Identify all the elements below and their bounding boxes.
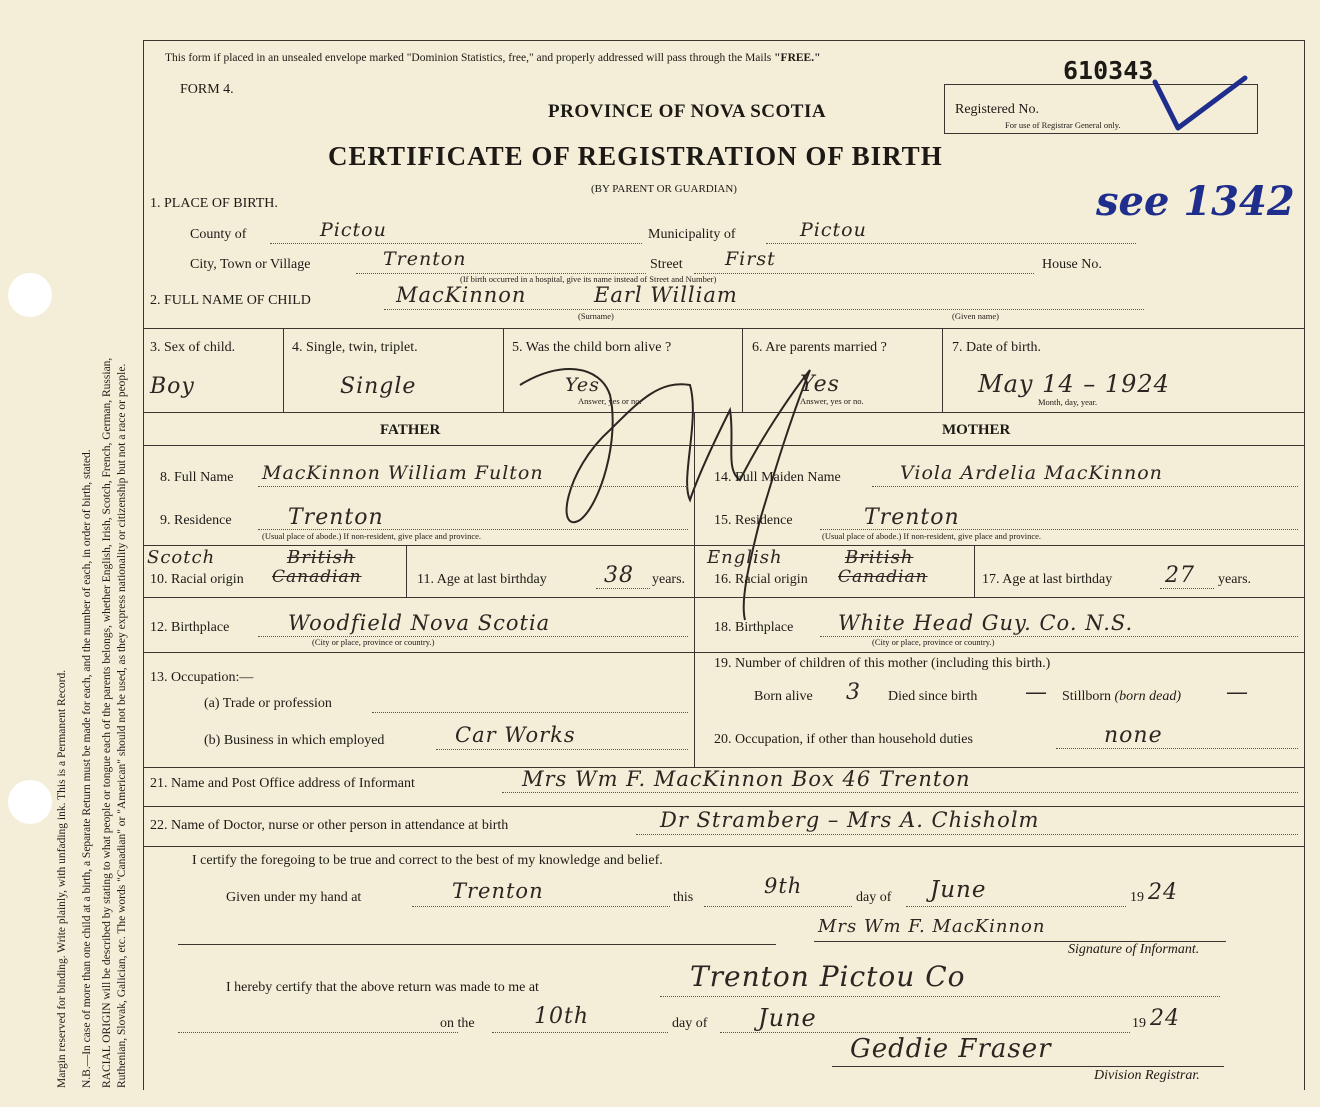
mother-occupation-line <box>1056 748 1298 749</box>
mother-years-label: years. <box>1218 572 1252 587</box>
registrar-statement: I hereby certify that the above return was made to me at <box>226 980 539 995</box>
registrar-lead-line <box>178 1032 458 1033</box>
on-the-label: on the <box>440 1016 475 1031</box>
mother-occupation-value: none <box>1104 723 1163 748</box>
doctor-line <box>636 834 1298 835</box>
rule <box>143 652 1304 653</box>
form-number: FORM 4. <box>180 82 234 97</box>
registrar-day-of-label: day of <box>672 1016 708 1031</box>
given-day-value: 9th <box>764 874 803 898</box>
nb-note: N.B.—In case of more than one child at a birth, a Separate Return must be made for each, and the number of each, in order of birth, stated. <box>81 449 93 1088</box>
father-residence-value: Trenton <box>288 505 384 530</box>
mother-origin-struck: British <box>845 547 914 568</box>
mother-name-line <box>872 486 1298 487</box>
father-heading: FATHER <box>380 422 441 438</box>
given-year-print: 19 <box>1130 890 1144 905</box>
parents-married-note: Answer, yes or no. <box>800 396 864 406</box>
born-alive-label: 5. Was the child born alive ? <box>512 340 672 355</box>
mother-occupation-label: 20. Occupation, if other than household duties <box>714 732 973 747</box>
father-name-line <box>258 486 688 487</box>
rule <box>143 545 1304 546</box>
father-birthplace-value: Woodfield Nova Scotia <box>288 611 551 635</box>
registrar-month-value: June <box>758 1004 817 1032</box>
father-age-value: 38 <box>604 563 634 588</box>
father-years-label: years. <box>652 572 686 587</box>
parents-married-value: Yes <box>800 372 840 397</box>
given-name-note: (Given name) <box>952 311 999 321</box>
business-value: Car Works <box>455 723 576 747</box>
mother-origin-label: 16. Racial origin <box>714 572 808 587</box>
sex-value: Boy <box>150 374 195 399</box>
father-age-label: 11. Age at last birthday <box>417 572 547 587</box>
father-origin-label: 10. Racial origin <box>150 572 244 587</box>
hospital-note: (If birth occurred in a hospital, give its name instead of Street and Number) <box>460 274 717 284</box>
given-month-line <box>906 906 1126 907</box>
children-count-label: 19. Number of children of this mother (including this birth.) <box>714 656 1051 671</box>
child-given-name: Earl William <box>594 283 738 307</box>
died-since-birth-label: Died since birth <box>888 689 978 704</box>
business-line <box>436 749 688 750</box>
mother-name-value: Viola Ardelia MacKinnon <box>900 462 1163 484</box>
mother-age-line <box>1160 588 1214 589</box>
trade-line <box>372 712 688 713</box>
mother-age-value: 27 <box>1165 563 1195 588</box>
street-value: First <box>725 248 776 270</box>
given-under-hand-label: Given under my hand at <box>226 890 362 905</box>
registrar-role: Division Registrar. <box>1094 1068 1200 1083</box>
plurality-label: 4. Single, twin, triplet. <box>292 340 418 355</box>
registrar-year-value: 24 <box>1150 1006 1180 1031</box>
plurality-value: Single <box>340 374 417 399</box>
county-value: Pictou <box>320 219 387 241</box>
given-year-value: 24 <box>1148 880 1178 905</box>
given-day-of-label: day of <box>856 890 892 905</box>
separator <box>178 944 776 945</box>
child-surname: MacKinnon <box>396 283 527 307</box>
certificate-title: CERTIFICATE OF REGISTRATION OF BIRTH <box>328 141 943 171</box>
mother-birthplace-label: 18. Birthplace <box>714 620 794 635</box>
father-birthplace-note: (City or place, province or country.) <box>312 637 435 647</box>
mother-age-label: 17. Age at last birthday <box>982 572 1113 587</box>
born-alive-note: Answer, yes or no. <box>578 396 642 406</box>
certify-statement: I certify the foregoing to be true and correct to the best of my knowledge and belief. <box>192 853 663 868</box>
county-label: County of <box>190 227 247 242</box>
parents-married-label: 6. Are parents married ? <box>752 340 887 355</box>
this-label: this <box>673 890 694 905</box>
stillborn-value: — <box>1226 680 1249 705</box>
father-origin-written: Scotch <box>147 547 216 568</box>
registrar-signature: Geddie Fraser <box>850 1034 1052 1064</box>
informant-line <box>502 792 1298 793</box>
died-since-birth-value: — <box>1025 680 1048 705</box>
mother-birthplace-value: White Head Guy. Co. N.S. <box>838 611 1134 635</box>
certificate-number: 610343 <box>1063 56 1154 85</box>
father-name-label: 8. Full Name <box>160 470 234 485</box>
mother-heading: MOTHER <box>942 422 1011 438</box>
racial-note-1: RACIAL ORIGIN will be described by stating to what people or tongue each of the parents belongs, whether English, Irish, Scotch, French, German, Russian, <box>101 357 113 1088</box>
father-residence-note: (Usual place of abode.) If non-resident, give place and province. <box>262 531 482 541</box>
margin-note: Margin reserved for binding. Write plainly, with unfading ink. This is a Permanent Record. <box>56 669 68 1088</box>
rule <box>143 846 1304 847</box>
given-place-line <box>412 906 670 907</box>
registrar-signature-line <box>832 1066 1224 1067</box>
mother-origin-written: English <box>707 547 783 568</box>
mother-name-label: 14. Full Maiden Name <box>714 470 841 485</box>
mother-origin-struck-2: Canadian <box>838 567 928 587</box>
mother-birthplace-note: (City or place, province or country.) <box>872 637 995 647</box>
certificate-subtitle: (BY PARENT OR GUARDIAN) <box>591 183 737 195</box>
city-label: City, Town or Village <box>190 257 311 272</box>
child-name-label: 2. FULL NAME OF CHILD <box>150 293 311 308</box>
mother-residence-value: Trenton <box>864 505 960 530</box>
doctor-value: Dr Stramberg – Mrs A. Chisholm <box>660 808 1040 832</box>
stillborn-label: Stillborn <box>1062 689 1112 704</box>
born-alive-count-value: 3 <box>846 680 861 705</box>
informant-signature-label: Signature of Informant. <box>1068 942 1200 957</box>
father-residence-label: 9. Residence <box>160 513 232 528</box>
registered-no-label: Registered No. <box>955 102 1039 117</box>
city-value: Trenton <box>383 248 467 270</box>
mother-residence-label: 15. Residence <box>714 513 793 528</box>
rule <box>406 545 407 597</box>
center-rule <box>694 412 695 445</box>
trade-label: (a) Trade or profession <box>204 696 332 711</box>
registrar-place-value: Trenton Pictou Co <box>690 960 966 993</box>
father-birthplace-label: 12. Birthplace <box>150 620 230 635</box>
dob-value: May 14 – 1924 <box>978 370 1170 398</box>
informant-value: Mrs Wm F. MacKinnon Box 46 Trenton <box>522 767 971 791</box>
father-origin-struck-2: Canadian <box>272 567 362 587</box>
father-age-line <box>596 588 650 589</box>
doctor-label: 22. Name of Doctor, nurse or other person in attendance at birth <box>150 818 509 833</box>
municipality-value: Pictou <box>800 219 867 241</box>
registered-no-note: For use of Registrar General only. <box>1005 120 1121 130</box>
informant-signature: Mrs Wm F. MacKinnon <box>818 916 1046 937</box>
place-of-birth-heading: 1. PLACE OF BIRTH. <box>150 196 278 211</box>
center-rule <box>694 445 695 767</box>
racial-note-2: Ruthenian, Slovak, Galician, etc. The words "Canadian" or "American" should not be used, as they express nationality or citizenship but not a race or people. <box>116 363 128 1088</box>
house-no-label: House No. <box>1042 257 1102 272</box>
business-label: (b) Business in which employed <box>204 733 385 748</box>
father-name-value: MacKinnon William Fulton <box>262 462 544 484</box>
street-label: Street <box>650 257 683 272</box>
sex-label: 3. Sex of child. <box>150 340 236 355</box>
registrar-day-line <box>492 1032 668 1033</box>
born-alive-count-label: Born alive <box>754 689 813 704</box>
occupation-label: 13. Occupation:— <box>150 670 254 685</box>
rule <box>143 445 1304 446</box>
registrar-month-line <box>720 1032 1130 1033</box>
dob-note: Month, day, year. <box>1038 397 1098 407</box>
municipality-label: Municipality of <box>648 227 736 242</box>
stillborn-note: (born dead) <box>1114 689 1182 704</box>
registrar-place-line <box>660 996 1220 997</box>
stillborn-label-group <box>1062 689 1181 705</box>
dob-label: 7. Date of birth. <box>952 340 1042 355</box>
province-heading: PROVINCE OF NOVA SCOTIA <box>548 101 827 122</box>
rule <box>143 597 1304 598</box>
mail-notice: This form if placed in an unsealed envelope marked "Dominion Statistics, free," and properly addressed will pass through the Mails "FREE." <box>165 52 821 64</box>
registrar-year-print: 19 <box>1132 1016 1146 1031</box>
informant-label: 21. Name and Post Office address of Informant <box>150 776 415 791</box>
born-alive-value: Yes <box>565 374 600 396</box>
reference-annotation: see 1342 <box>1096 178 1295 225</box>
mother-residence-note: (Usual place of abode.) If non-resident, give place and province. <box>822 531 1042 541</box>
registrar-day-value: 10th <box>534 1004 590 1029</box>
rule <box>974 545 975 597</box>
father-origin-struck: British <box>287 547 356 568</box>
rule <box>143 806 1304 807</box>
surname-note: (Surname) <box>578 311 614 321</box>
given-day-line <box>704 906 852 907</box>
given-month-value: June <box>930 877 987 903</box>
given-place-value: Trenton <box>452 879 544 903</box>
